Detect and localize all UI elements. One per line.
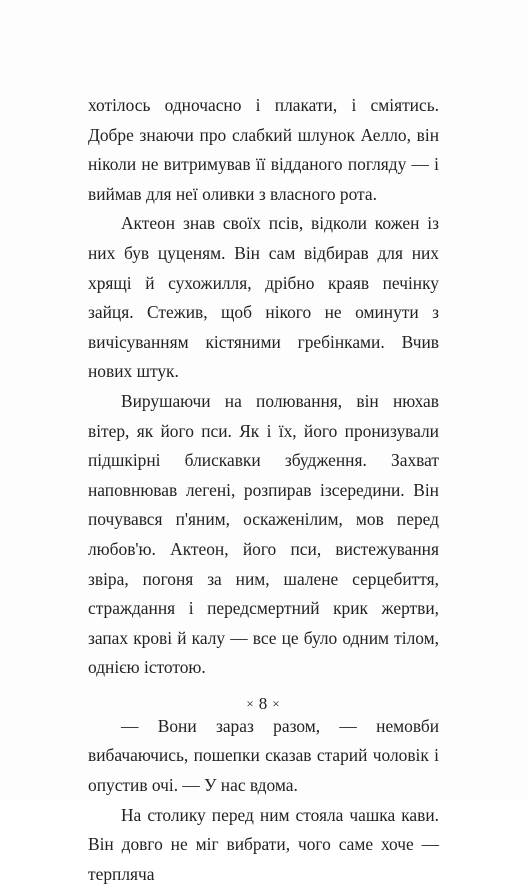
ornament-left: × [246,696,255,711]
paragraph: На столику перед ним стояла чашка кави. Він довго не міг вибрати, чого саме хоче — терпляча [88,804,439,884]
page-footer [0,694,527,714]
body-text [88,91,439,889]
ornament-right: × [272,696,281,711]
page-number: 8 [258,694,269,713]
paragraph: Актеон знав своїх псів, відколи кожен із них був цуценям. Він сам відбирав для них хрящі й сухожилля, дрібно краяв печінку зайця. Стежив, щоб нікого не оминути з вичісуванням кістяними гребінками. Вчив нових штук. [88,213,439,382]
dialogue-paragraph: — Вони зараз разом, — немовби вибачаючись, пошепки сказав старий чоловік і опустив очі. — У нас вдома. [88,715,439,796]
paragraph: Вирушаючи на полювання, він нюхав вітер, як його пси. Як і їх, його пронизували підшкірні блискавки збудження. Захват наповнював легені, розпирав ізсередини. Він почувався п'яним, оскаженілим, мов перед любов'ю. Актеон, його пси, вистежування звіра, погоня за ним, шалене серцебиття, страждання і передсмертний крик жертви, запах крові й калу — все це було одним тілом, однією істотою. [88,390,439,678]
paragraph-continuation: хотілось одночасно і плакати, і сміятись. Добре знаючи про слабкий шлунок Аелло, він ніколи не витримував її відданого погляду — і виймав для неї оливки з власного рота. [88,95,439,204]
